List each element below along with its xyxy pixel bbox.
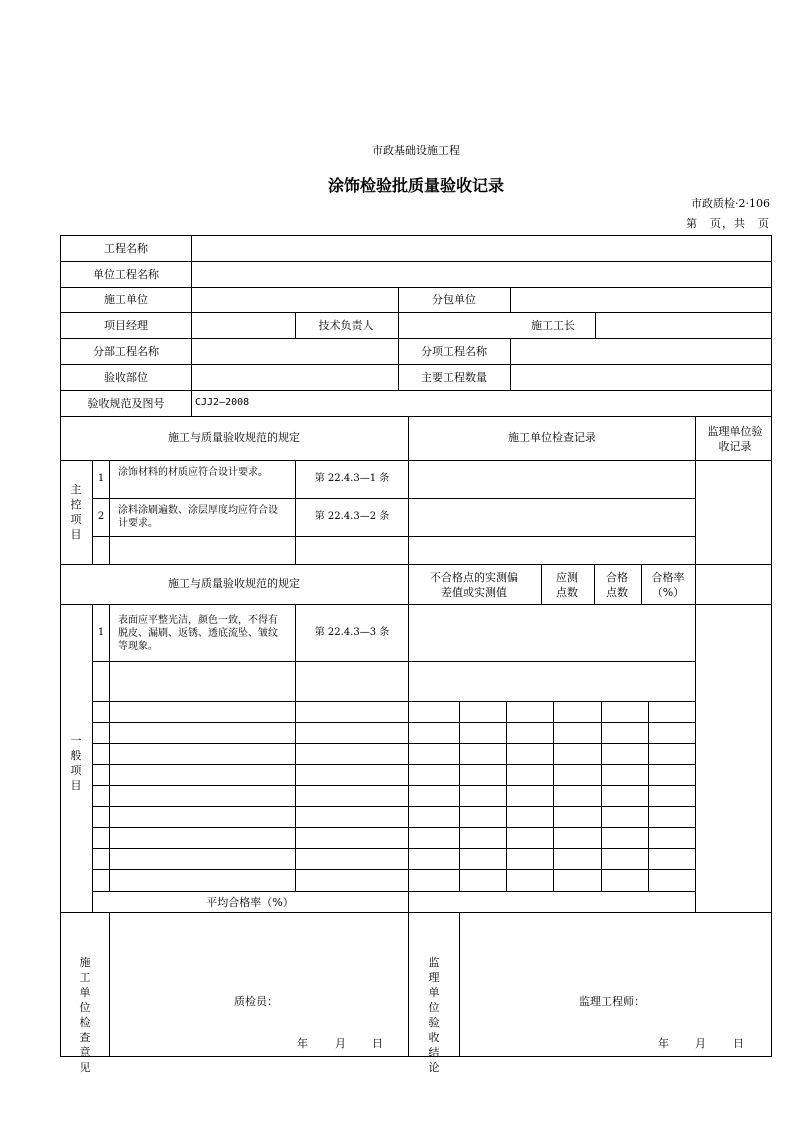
foreman-label: 施工工长 [531,319,575,332]
row-line [60,338,772,339]
main-header-check: 施工单位检查记录 [508,431,596,444]
row-line [92,661,695,662]
col-line [295,460,296,564]
col-line [594,564,595,604]
page-title: 涂饰检验批质量验收记录 [327,176,505,195]
table-border-top [60,235,772,236]
general-section-label: 一般项目 [70,734,82,792]
project-name-label: 工程名称 [104,242,148,255]
col-line [695,416,696,564]
main-item-text: 涂饰材料的材质应符合设计要求。 [118,467,268,478]
col-line [109,604,110,891]
col-line [695,564,696,912]
row-line [60,416,772,417]
construction-date-year: 年 [297,1037,308,1050]
row-line [92,827,695,828]
col-line [459,912,460,1056]
table-border-bottom [60,1056,772,1057]
col-line [398,287,399,390]
supervisor-engineer-label: 监理工程师： [579,995,645,1008]
general-col-rate: 合格率（%） [651,571,685,599]
main-header-supervisor: 监理单位验收记录 [707,425,763,453]
supervisor-date-year: 年 [658,1037,669,1050]
col-line [641,564,642,604]
col-line [109,912,110,1056]
supervisor-date-day: 日 [733,1037,744,1050]
col-line [408,564,409,912]
main-header-spec: 施工与质量验收规范的规定 [168,431,300,444]
row-line [92,764,695,765]
col-line [553,701,554,891]
main-item-clause: 第 22.4.3—1 条 [314,473,390,484]
row-line [60,312,772,313]
standard-label: 验收规范及图号 [87,397,165,410]
col-line [510,287,511,312]
col-line [295,604,296,891]
general-col-should: 应测点数 [556,571,578,599]
row-line [60,261,772,262]
main-quantity-label: 主要工程数量 [421,371,487,384]
page-info: 第 页，共 页 [686,217,770,230]
row-line [92,722,695,723]
row-line [92,498,695,499]
general-item-no: 1 [97,627,105,638]
col-line [92,604,93,912]
row-line [92,848,695,849]
col-line [595,312,596,338]
acceptance-part-label: 验收部位 [104,371,148,384]
row-line [92,743,695,744]
row-line [92,701,695,702]
col-line [191,235,192,416]
avg-rate-label: 平均合格率（%） [206,896,294,909]
col-line [648,701,649,891]
subitem-project-name-label: 分项工程名称 [421,345,487,358]
unit-project-name-label: 单位工程名称 [93,268,159,281]
col-line [408,912,409,1056]
row-line [60,287,772,288]
supervisor-date-month: 月 [695,1037,706,1050]
construction-date-month: 月 [335,1037,346,1050]
main-item-clause: 第 22.4.3—2 条 [314,511,390,522]
general-item-clause: 第 22.4.3—3 条 [314,627,390,638]
main-item-no: 1 [97,473,105,484]
table-border-right [771,235,772,1057]
division-project-name-label: 分部工程名称 [93,345,159,358]
table-border-left [60,235,61,1057]
col-line [506,701,507,891]
row-line [92,806,695,807]
col-line [601,701,602,891]
row-line [92,536,695,537]
standard-value: CJJ2—2008 [195,397,250,408]
col-line [459,701,460,891]
general-header-spec: 施工与质量验收规范的规定 [168,577,300,590]
row-line [60,460,772,461]
row-line [60,912,772,913]
form-code: 市政质检·2·106 [691,197,770,210]
col-line [295,312,296,338]
supervisor-conclusion-label: 监理单位验收结论 [428,956,440,1074]
project-manager-label: 项目经理 [104,319,148,332]
row-line [92,869,695,870]
col-line [92,460,93,564]
construction-opinion-label: 施工单位检查意见 [79,956,91,1074]
row-line [92,785,695,786]
row-line [60,604,772,605]
page-subtitle: 市政基础设施工程 [372,144,460,157]
technical-lead-label: 技术负责人 [318,319,374,332]
row-line [60,390,772,391]
inspector-label: 质检员： [234,995,278,1008]
main-item-no: 2 [97,511,105,522]
main-section-label: 主控项目 [70,483,82,541]
main-item-text: 涂料涂刷遍数、涂层厚度均应符合设计要求。 [118,505,278,529]
general-col-deviation: 不合格点的实测偏差值或实测值 [430,571,518,599]
row-line [60,364,772,365]
general-item-text: 表面应平整光洁，颜色一致，不得有脱皮、漏刷、返锈、透底流坠、皱纹等现象。 [118,615,278,652]
col-line [109,460,110,564]
row-line [60,564,772,565]
col-line [541,564,542,604]
row-line [92,891,695,892]
construction-date-day: 日 [372,1037,383,1050]
general-col-pass: 合格点数 [606,571,628,599]
subcontract-unit-label: 分包单位 [432,293,476,306]
construction-unit-label: 施工单位 [104,293,148,306]
col-line [510,338,511,390]
col-line [408,416,409,564]
